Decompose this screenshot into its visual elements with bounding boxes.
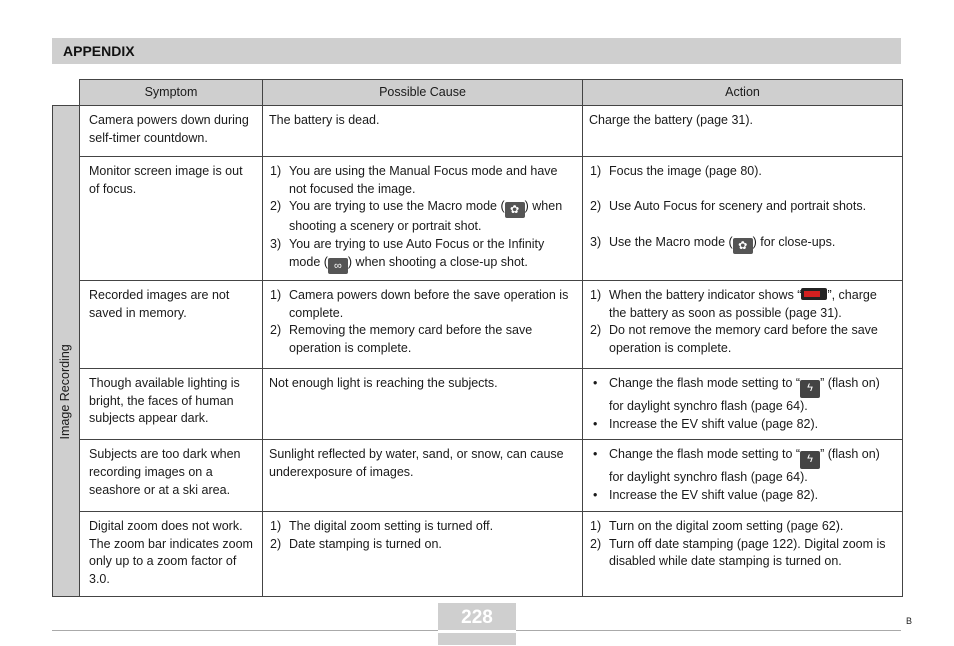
action-list xyxy=(589,446,894,504)
action-list xyxy=(589,287,894,358)
action-text: Charge the battery (page 31). xyxy=(589,113,753,127)
symptom-text: Monitor screen image is out of focus. xyxy=(89,164,243,196)
troubleshooting-table xyxy=(52,79,903,597)
list-item: 1) When the battery indicator shows “ ”, charge the battery as soon as possible (page 31). xyxy=(590,288,877,320)
cause-list xyxy=(269,287,572,358)
cause-text: Not enough light is reaching the subjects. xyxy=(269,376,498,390)
cause-list xyxy=(269,518,572,553)
symptom-text: Subjects are too dark when recording images on a seashore or at a ski area. xyxy=(89,447,241,497)
cause-text: The battery is dead. xyxy=(269,113,380,127)
column-header-symptom: Symptom xyxy=(80,80,263,106)
cause-text: Sunlight reflected by water, sand, or snow, can cause underexposure of images. xyxy=(269,447,564,480)
table-row xyxy=(53,440,903,511)
section-title: APPENDIX xyxy=(63,43,135,59)
battery-low-icon xyxy=(801,288,827,300)
corner-mark: B xyxy=(906,616,913,626)
table-row xyxy=(53,369,903,440)
infinity-icon: ∞ xyxy=(328,258,348,274)
symptom-text: Though available lighting is bright, the faces of human subjects appear dark. xyxy=(89,376,240,426)
table-row xyxy=(53,157,903,281)
page-number-box xyxy=(438,603,516,645)
list-item: 1) Focus the image (page 80). xyxy=(590,164,762,178)
macro-icon: ✿ xyxy=(733,238,753,254)
list-item: 2) Date stamping is turned on. xyxy=(270,536,442,551)
column-header-cause: Possible Cause xyxy=(263,80,583,106)
macro-icon: ✿ xyxy=(505,202,525,218)
flash-icon: ϟ xyxy=(800,380,820,398)
symptom-text: Camera powers down during self-timer countdown. xyxy=(89,113,249,145)
header-blank-cell xyxy=(53,80,80,106)
list-item: 2) Removing the memory card before the save operation is complete. xyxy=(270,323,533,356)
list-item: • Change the flash mode setting to “ ϟ ” (flash on) for daylight synchro flash (page 64). xyxy=(593,376,880,413)
list-item: 2) Turn off date stamping (page 122). Digital zoom is disabled while date stamping is turned on. xyxy=(590,536,886,569)
action-list xyxy=(589,518,894,571)
table-row xyxy=(53,281,903,369)
table-header-row xyxy=(53,80,903,106)
symptom-text: Recorded images are not saved in memory. xyxy=(89,288,230,320)
list-item: 1) Turn on the digital zoom setting (page 62). xyxy=(590,518,844,533)
page-number: 228 xyxy=(461,607,493,628)
page-number-divider xyxy=(438,630,516,633)
table-row xyxy=(53,106,903,157)
symptom-text: Digital zoom does not work. The zoom bar indicates zoom only up to a zoom factor of 3.0. xyxy=(89,518,253,586)
list-item: 1) You are using the Manual Focus mode and have not focused the image. xyxy=(270,164,558,196)
list-item: • Change the flash mode setting to “ ϟ ” (flash on) for daylight synchro flash (page 64). xyxy=(593,447,880,485)
category-label: Image Recording xyxy=(58,344,73,440)
category-cell xyxy=(53,106,80,597)
list-item: 3) Use the Macro mode ( ✿ ) for close-ups. xyxy=(590,234,836,252)
list-item: • Increase the EV shift value (page 82). xyxy=(593,416,819,431)
column-header-action: Action xyxy=(583,80,903,106)
table-row xyxy=(53,511,903,596)
list-item: 2) You are trying to use the Macro mode ( ✿ ) when shooting a scenery or portrait shot. xyxy=(270,199,563,234)
list-item: 2) Use Auto Focus for scenery and portrait shots. xyxy=(590,199,867,214)
cause-list xyxy=(269,163,572,274)
list-item: 3) You are trying to use Auto Focus or the Infinity mode ( ∞ ) when shooting a close-up shot. xyxy=(270,237,545,272)
section-header-bar xyxy=(52,38,901,64)
list-item: 1) Camera powers down before the save operation is complete. xyxy=(270,288,569,320)
action-list xyxy=(589,163,894,254)
action-list xyxy=(589,375,894,433)
list-item: 2) Do not remove the memory card before the save operation is complete. xyxy=(590,323,878,356)
list-item: 1) The digital zoom setting is turned off. xyxy=(270,518,494,533)
flash-icon: ϟ xyxy=(800,451,820,469)
list-item: • Increase the EV shift value (page 82). xyxy=(593,488,819,503)
